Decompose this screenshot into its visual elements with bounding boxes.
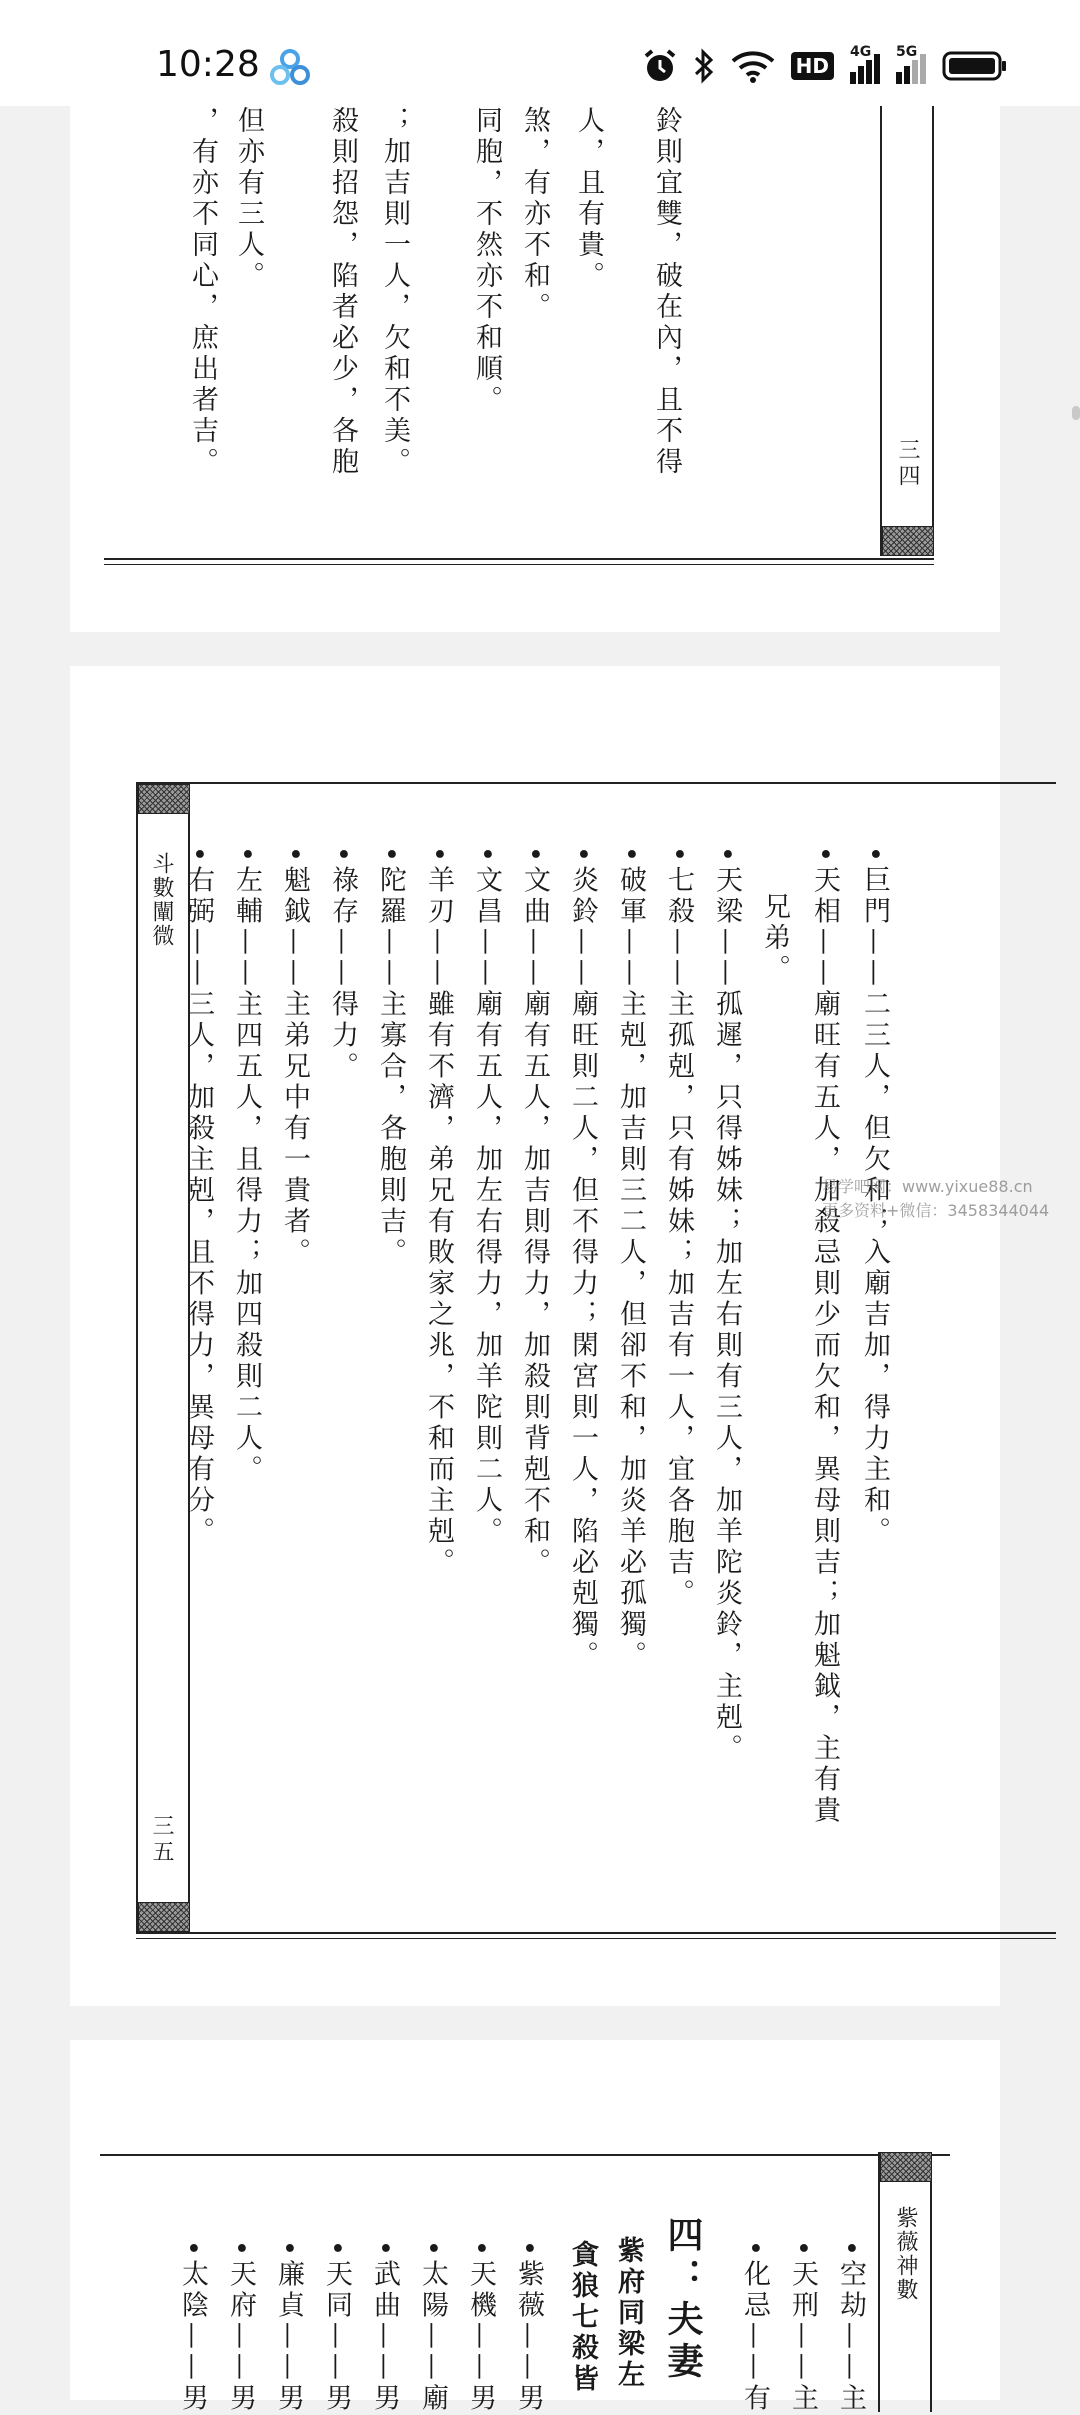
signal-5g-label: 5G: [896, 44, 918, 60]
text-column: •天相——廟旺有五人，加殺忌則少而欠和，異母則吉；加魁鉞，主有貴: [809, 846, 840, 1827]
bluetooth-icon: [693, 48, 715, 84]
hd-icon: HD: [791, 52, 834, 80]
decorative-hatch: [138, 784, 190, 814]
page-frame-line: [878, 2152, 880, 2412]
text-column: •天刑——主: [787, 2240, 818, 2415]
text-column: •廉貞——男: [273, 2240, 304, 2415]
section-heading: 四：夫妻: [662, 2216, 703, 2384]
text-column: ，有亦不同心，庶出者吉。: [187, 106, 218, 478]
signal-4g-icon: [850, 44, 880, 84]
signal-4g-label: 4G: [850, 44, 872, 60]
text-column: 貪狼七殺皆: [567, 2240, 598, 2395]
wifi-icon: [731, 49, 775, 83]
page-top-rule: [136, 782, 1056, 784]
page-bottom-rule: [136, 1938, 1056, 1939]
app-icon: [268, 48, 312, 86]
text-column: •天同——男: [321, 2240, 352, 2415]
text-column: 殺則招怨，陷者必少，各胞: [327, 106, 358, 478]
text-column: •天梁——孤遲，只得姊妹；加左右則有三人，加羊陀炎鈴，主剋。: [711, 846, 742, 1765]
decorative-hatch: [138, 1902, 190, 1932]
signal-5g-icon: [896, 44, 926, 84]
page-number: 三四: [895, 438, 920, 490]
text-column: •天機——男: [465, 2240, 496, 2415]
page-frame-line: [932, 106, 934, 556]
text-column: •破軍——主剋，加吉則三二人，但卻不和，加炎羊必孤獨。: [615, 846, 646, 1672]
status-bar: [0, 0, 1080, 106]
text-column: •天府——男: [225, 2240, 256, 2415]
decorative-hatch: [880, 2152, 932, 2182]
text-column: ；加吉則一人，欠和不美。: [379, 106, 410, 478]
text-column: •武曲——男: [369, 2240, 400, 2415]
text-column: 人，且有貴。: [573, 106, 604, 292]
text-column: •七殺——主孤剋，只有姊妹；加吉有一人，宜各胞吉。: [663, 846, 694, 1610]
text-column: 煞，有亦不和。: [519, 106, 550, 323]
running-header: 紫薇神數: [893, 2206, 918, 2302]
status-time: 10:28: [156, 44, 260, 85]
page-number: 三五: [149, 1814, 174, 1866]
text-column: •化忌——有: [739, 2240, 770, 2415]
text-column: •祿存——得力。: [327, 846, 358, 1083]
text-column: 兄弟。: [759, 892, 790, 985]
text-column: •太陽——廟: [417, 2240, 448, 2415]
text-column: •巨門——二三人，但欠和；入廟吉加，得力主和。: [859, 846, 890, 1548]
text-column: 同胞，不然亦不和順。: [471, 106, 502, 416]
text-column: •炎鈴——廟旺則二人，但不得力；閑宮則一人，陷必剋獨。: [567, 846, 598, 1672]
running-header: 斗數闡微: [149, 852, 174, 948]
text-column: •文曲——廟有五人，加吉則得力，加殺則背剋不和。: [519, 846, 550, 1579]
text-column: •左輔——主四五人，且得力；加四殺則二人。: [231, 846, 262, 1486]
watermark-line: 易学吧网：www.yixue88.cn: [822, 1177, 1033, 1196]
page-top-rule: [100, 2154, 950, 2156]
document-page-34: [70, 106, 1000, 632]
watermark-line: 更多资料+微信：3458344044: [822, 1201, 1050, 1220]
scroll-indicator[interactable]: [1072, 406, 1080, 420]
page-bottom-rule: [104, 564, 934, 565]
text-column: •陀羅——主寡合，各胞則吉。: [375, 846, 406, 1269]
page-frame-line: [930, 2152, 932, 2412]
document-page-35: [70, 666, 1050, 2006]
text-column: •空劫——主: [835, 2240, 866, 2415]
text-column: 但亦有三人。: [233, 106, 264, 292]
text-column: •紫薇——男: [513, 2240, 544, 2415]
document-page-36: [70, 2040, 1000, 2415]
text-column: •羊刃——雖有不濟，弟兄有敗家之兆，不和而主剋。: [423, 846, 454, 1579]
text-column: •右弼——三人，加殺主剋，且不得力，異母有分。: [183, 846, 214, 1548]
decorative-hatch: [882, 526, 934, 556]
text-column: •太陰——男: [177, 2240, 208, 2415]
page-frame-line: [880, 106, 882, 556]
alarm-icon: [643, 48, 677, 84]
text-column: •文昌——廟有五人，加左右得力，加羊陀則二人。: [471, 846, 502, 1548]
page-frame-line: [136, 782, 138, 1934]
page-bottom-rule: [136, 1932, 1056, 1934]
text-column: 鈴則宜雙，破在內，且不得: [651, 106, 682, 478]
text-column: •魁鉞——主弟兄中有一貴者。: [279, 846, 310, 1269]
text-column: 紫府同梁左: [613, 2236, 644, 2391]
page-bottom-rule: [104, 558, 934, 560]
battery-icon: [942, 50, 1008, 82]
